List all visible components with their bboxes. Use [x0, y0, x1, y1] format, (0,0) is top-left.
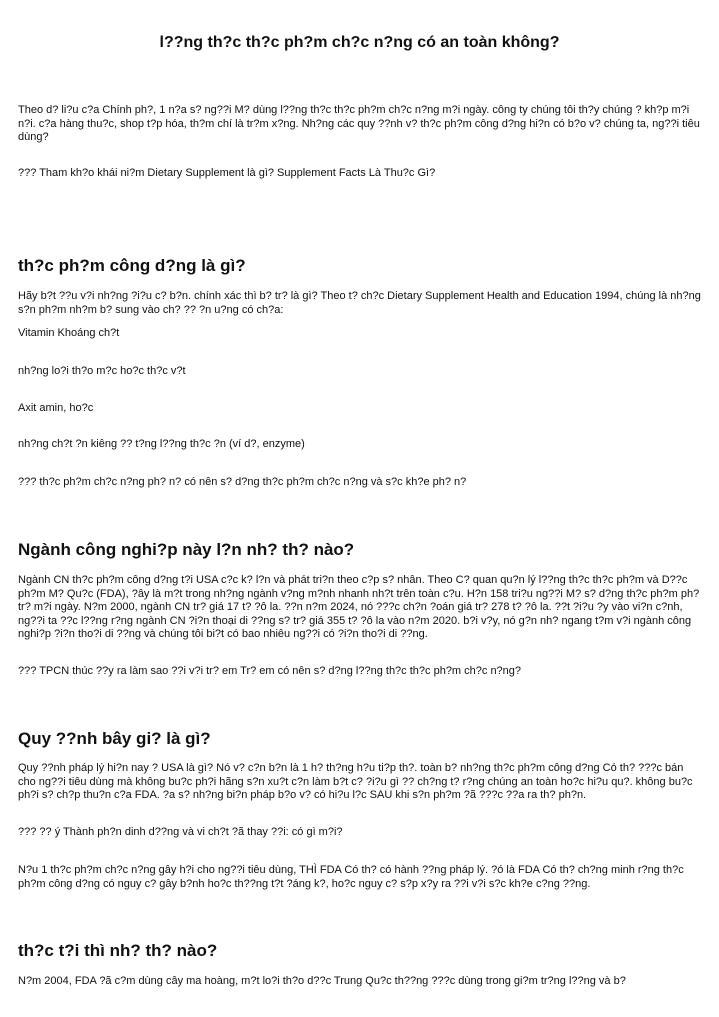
section-paragraph-regulation: Quy ??nh pháp lý hi?n nay ? USA là gì? Nó v? c?n b?n là 1 h? th?ng h?u ti?p th?. toàn b? nh?ng th?c ph?m công d?ng Có th? ???c bán cho ng??i tiêu dùng mà không bu?c ph?i hãng s?n xu?t c?n làm b?t c? ?i?u gì ?? ch?ng t? r?ng chúng an toàn ho?c hi?u qu?. không bu?c ph?i s? ch?p thu?n c?a FDA. ?a s? nh?ng bi?n pháp b?o v? có hi?u l?c SAU khi s?n ph?m ?ã ???c ??a ra th? ph?n.	[18, 762, 693, 801]
section-paragraph-regulation-2: N?u 1 th?c ph?m ch?c n?ng gây h?i cho ng??i tiêu dùng, THÌ FDA Có th? có hành ??ng pháp lý. ?ó là FDA Có th? ch?ng minh r?ng th?c ph?m công d?ng có nguy c? gây b?nh ho?c th??ng t?t ?áng k?, ho?c nguy c? s?p x?y ra ??i v?i s?c kh?e c?ng ??ng.	[18, 864, 684, 890]
intro-reference-link[interactable]: ??? Tham kh?o khái ni?m Dietary Supplement là gì? Supplement Facts Là Thu?c Gì?	[18, 167, 436, 179]
section-reference-link-what-is[interactable]: ??? th?c ph?m ch?c n?ng ph? n? có nên s? d?ng th?c ph?m ch?c n?ng và s?c kh?e ph? n?	[18, 476, 467, 488]
list-item: Axit amin, ho?c	[18, 402, 94, 414]
list-item: nh?ng ch?t ?n kiêng ?? t?ng l??ng th?c ?n (ví d?, enzyme)	[18, 438, 305, 450]
section-paragraph-reality: N?m 2004, FDA ?ã c?m dùng cây ma hoàng, m?t lo?i th?o d??c Trung Qu?c th??ng ???c dùng trong gi?m tr?ng l??ng và b?	[18, 975, 626, 987]
list-item: nh?ng lo?i th?o m?c ho?c th?c v?t	[18, 365, 186, 377]
section-reference-link-industry[interactable]: ??? TPCN thúc ??y ra làm sao ??i v?i tr? em Tr? em có nên s? d?ng l??ng th?c th?c ph?m ch?c n?ng?	[18, 665, 522, 677]
section-reference-link-regulation[interactable]: ??? ?? ý Thành ph?n dinh d??ng và vi ch?t ?ã thay ??i: có gì m?i?	[18, 826, 343, 838]
page-title: l??ng th?c th?c ph?m ch?c n?ng có an toàn không?	[159, 34, 560, 51]
section-paragraph-industry: Ngành CN th?c ph?m công d?ng t?i USA c?c k? l?n và phát tri?n theo c?p s? nhân. Theo C? quan qu?n lý l??ng th?c th?c ph?m và D??c ph?m M? Qu?c (FDA), ?ây là m?t trong nh?ng ngành v?ng m?nh nhanh nh?t trên toàn c?u. H?n 158 tri?u ng??i M? s? d?ng th?c ph?m ph? tr? m?i ngày. N?m 2000, ngành CN tr? giá 17 t? ?ô la. ??n n?m 2024, nó ???c ch?n ?oán giá tr? 278 t? ?ô la. ??t ?i?u ?y vào vi?n c?nh, ng??i ta ??c l??ng r?ng ngành CN ?i?n thoại di ??ng s? tr? giá 355 t? ?ô la vào n?m 2020. b?i v?y, nó g?n nh? ngang t?m v?i ngành công nghi?p ?i?n tho?i di ??ng và chúng tôi bi?t có bao nhiêu ng??i có ?i?n tho?i di ??ng.	[18, 574, 700, 640]
section-heading-reality: th?c t?i thì nh? th? nào?	[18, 941, 218, 960]
section-heading-industry: Ngành công nghi?p này l?n nh? th? nào?	[18, 540, 355, 559]
section-heading-regulation: Quy ??nh bây gi? là gì?	[18, 729, 211, 748]
list-item: Vitamin Khoáng ch?t	[18, 327, 120, 339]
section-paragraph-what-is: Hãy b?t ??u v?i nh?ng ?i?u c? b?n. chính xác thì b? tr? là gì? Theo t? ch?c Dietary Supplement Health and Education 1994, chúng là nh?ng s?n ph?m nh?m b? sung vào ch? ?? ?n u?ng có ch?a:	[18, 290, 701, 316]
intro-paragraph: Theo d? li?u c?a Chính ph?, 1 n?a s? ng??i M? dùng l??ng th?c th?c ph?m ch?c n?ng m?i ngày. công ty chúng tôi th?y chúng ? kh?p m?i n?i. c?a hàng thu?c, shop t?p hóa, th?m chí là tr?m x?ng. Nh?ng các quy ??nh v? th?c ph?m công d?ng hi?n có b?o v? chúng ta, ng??i tiêu dùng?	[18, 104, 700, 143]
section-heading-what-is: th?c ph?m công d?ng là gì?	[18, 256, 246, 275]
